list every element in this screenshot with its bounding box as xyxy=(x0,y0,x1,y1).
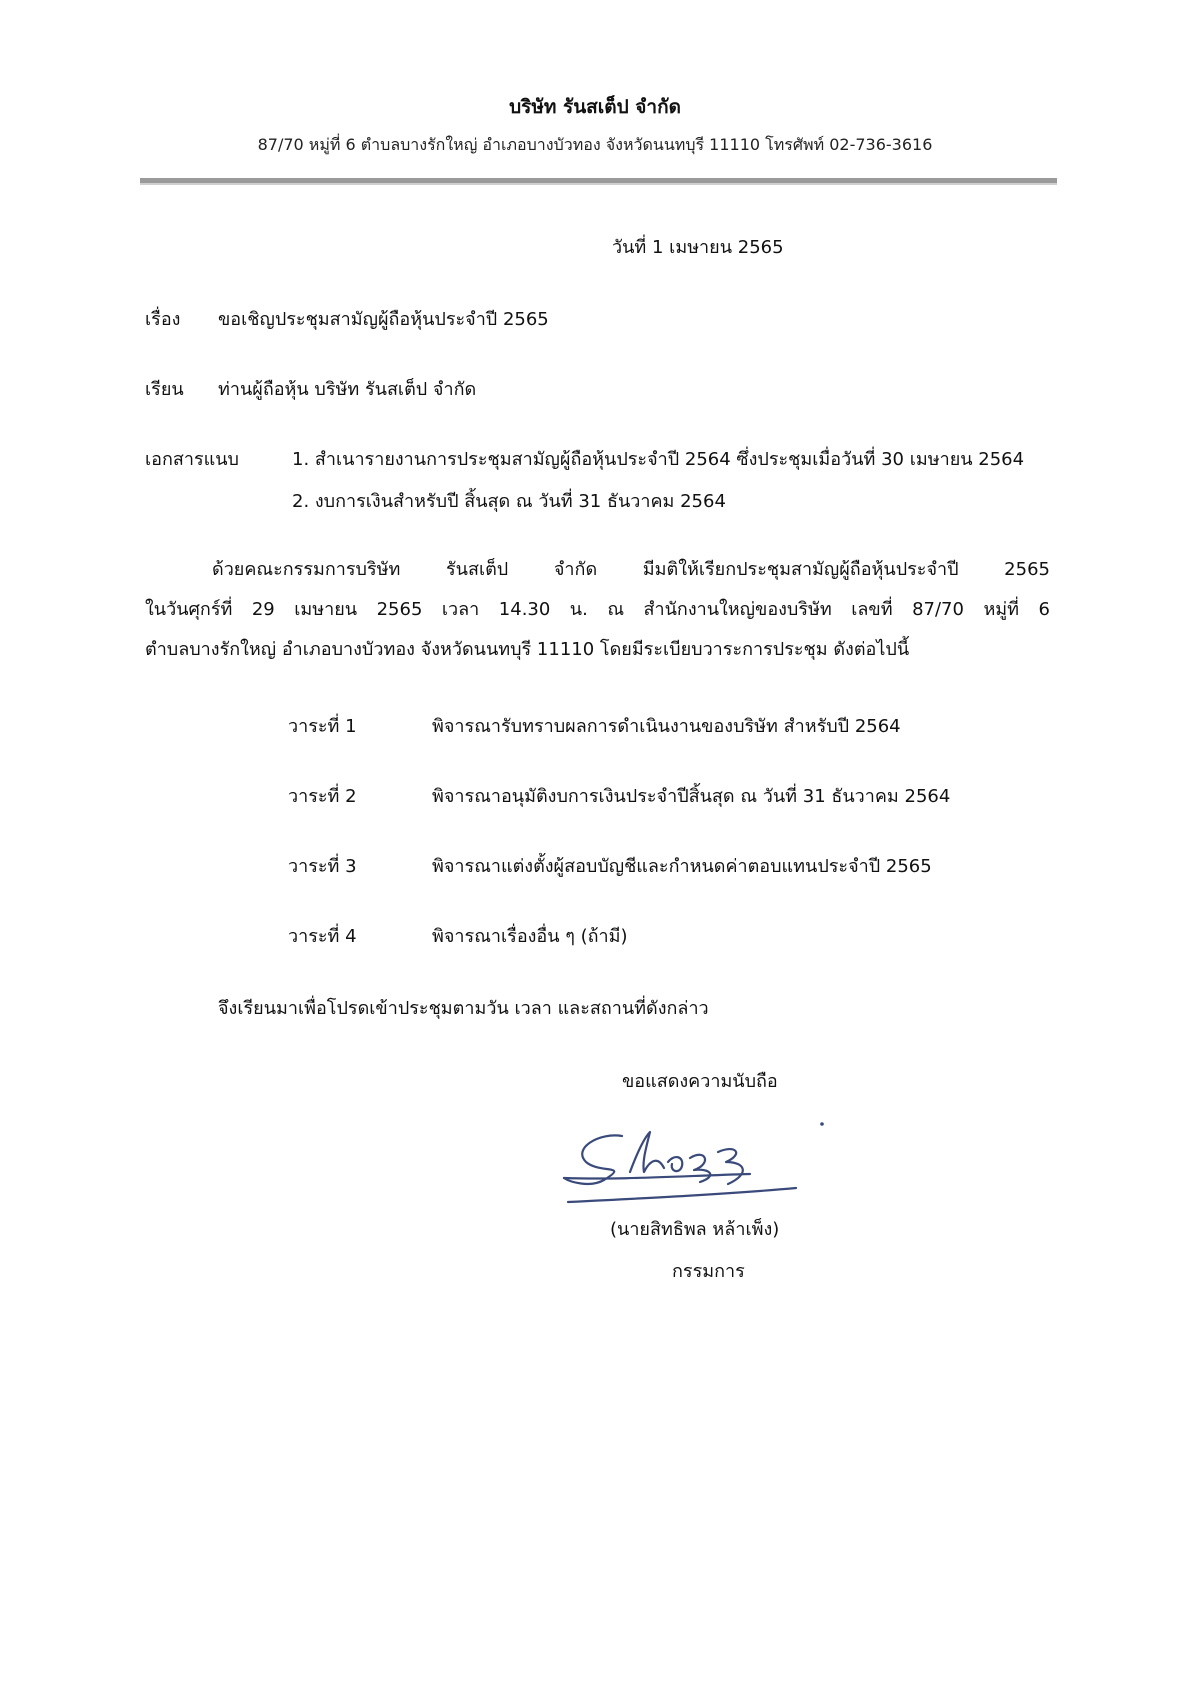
agenda-label: วาระที่ 4 xyxy=(288,926,357,947)
signature-stroke xyxy=(718,1149,743,1184)
attachment-item: 1. สำเนารายงานการประชุมสามัญผู้ถือหุ้นประจำปี 2564 ซึ่งประชุมเมื่อวันที่ 30 เมษายน 2564 xyxy=(292,449,1025,470)
signature-stroke xyxy=(690,1155,710,1182)
agenda-text: พิจารณารับทราบผลการดำเนินงานของบริษัท สำหรับปี 2564 xyxy=(432,716,901,737)
signature-stroke xyxy=(568,1188,796,1202)
header-divider xyxy=(140,178,1057,185)
signature-stroke xyxy=(564,1174,750,1179)
agenda-text: พิจารณาแต่งตั้งผู้สอบบัญชีและกำหนดค่าตอบแทนประจำปี 2565 xyxy=(432,856,932,877)
company-name: บริษัท รันสเต็ป จำกัด xyxy=(509,96,681,118)
body-line: ตำบลบางรักใหญ่ อำเภอบางบัวทอง จังหวัดนนทบุรี 11110 โดยมีระเบียบวาระการประชุม ดังต่อไปนี้ xyxy=(145,639,910,660)
agenda-label: วาระที่ 1 xyxy=(288,716,357,737)
agenda-label: วาระที่ 2 xyxy=(288,786,357,807)
body-line: ด้วยคณะกรรมการบริษัท รันสเต็ป จำกัด มีมติให้เรียกประชุมสามัญผู้ถือหุ้นประจำปี 2565 xyxy=(212,559,1050,580)
closing-text: จึงเรียนมาเพื่อโปรดเข้าประชุมตามวัน เวลา และสถานที่ดังกล่าว xyxy=(218,998,709,1019)
signature-stroke xyxy=(630,1132,664,1172)
signatory-name: (นายสิทธิพล หล้าเพ็ง) xyxy=(610,1219,780,1240)
regards-text: ขอแสดงความนับถือ xyxy=(622,1071,778,1092)
agenda-label: วาระที่ 3 xyxy=(288,856,357,877)
attachment-item: 2. งบการเงินสำหรับปี สิ้นสุด ณ วันที่ 31 ธันวาคม 2564 xyxy=(292,491,726,512)
body-line: ในวันศุกร์ที่ 29 เมษายน 2565 เวลา 14.30 น. ณ สำนักงานใหญ่ของบริษัท เลขที่ 87/70 หมู่ที่ 6 xyxy=(145,599,1050,620)
agenda-text: พิจารณาอนุมัติงบการเงินประจำปีสิ้นสุด ณ วันที่ 31 ธันวาคม 2564 xyxy=(432,786,951,807)
signature xyxy=(560,1118,830,1208)
signature-stroke xyxy=(668,1157,682,1171)
attachments-label: เอกสารแนบ xyxy=(145,449,239,470)
subject-text: ขอเชิญประชุมสามัญผู้ถือหุ้นประจำปี 2565 xyxy=(218,309,549,330)
agenda-text: พิจารณาเรื่องอื่น ๆ (ถ้ามี) xyxy=(432,926,628,947)
letter-date: วันที่ 1 เมษายน 2565 xyxy=(612,237,784,258)
recipient-text: ท่านผู้ถือหุ้น บริษัท รันสเต็ป จำกัด xyxy=(218,379,477,400)
subject-label: เรื่อง xyxy=(145,309,181,330)
recipient-label: เรียน xyxy=(145,379,184,400)
signature-stroke xyxy=(564,1135,622,1184)
signatory-title: กรรมการ xyxy=(672,1261,745,1282)
signature-dot xyxy=(820,1122,824,1126)
company-address: 87/70 หมู่ที่ 6 ตำบลบางรักใหญ่ อำเภอบางบัวทอง จังหวัดนนทบุรี 11110 โทรศัพท์ 02-736-3616 xyxy=(257,135,933,154)
